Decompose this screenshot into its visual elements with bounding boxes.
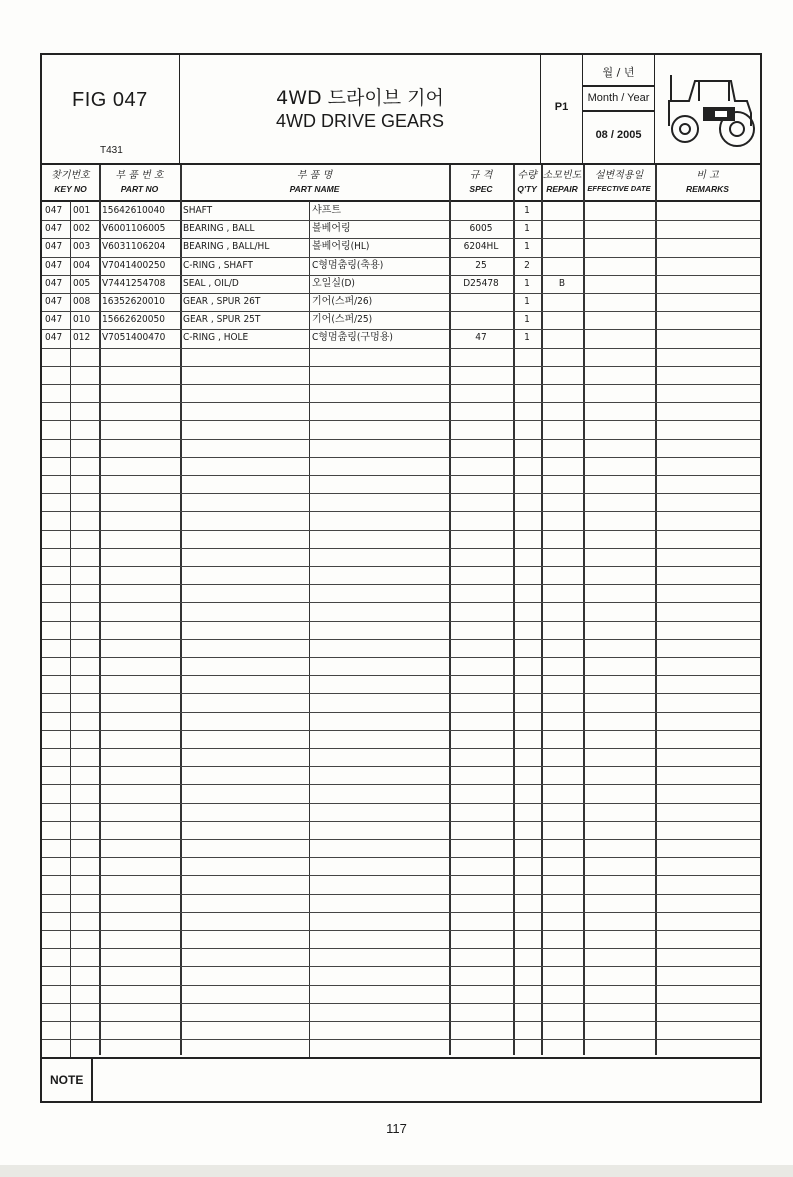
col-part-no-en: PART NO xyxy=(120,184,159,194)
page-code-box xyxy=(541,55,583,165)
cell-name-en: C-RING , HOLE xyxy=(183,332,249,344)
title-korean: 4WD 드라이브 기어 xyxy=(276,87,444,109)
note-label: NOTE xyxy=(50,1073,84,1087)
date-box xyxy=(583,55,655,165)
page-number: 117 xyxy=(386,1121,407,1136)
scan-edge xyxy=(0,1165,793,1177)
tractor-box xyxy=(655,55,762,165)
cell-spec xyxy=(449,204,513,218)
cell-spec: 47 xyxy=(475,332,487,344)
cell-part-no: 15642610040 xyxy=(102,205,165,216)
figure-box xyxy=(42,55,180,165)
cell-qty: 1 xyxy=(524,277,530,289)
cell-name-ko: 기어(스퍼/25) xyxy=(312,314,373,326)
cell-name-en: GEAR , SPUR 25T xyxy=(183,314,261,326)
cell-spec: 6204HL xyxy=(463,241,499,253)
col-spec-en: SPEC xyxy=(469,184,493,194)
cell-part-no: V7441254708 xyxy=(102,277,166,289)
figure-label: FIG 047 xyxy=(72,89,148,111)
col-qty-ko: 수량 xyxy=(517,170,537,181)
cell-qty: 1 xyxy=(524,205,530,216)
col-qty-en: Q'TY xyxy=(517,184,537,194)
cell-qty: 1 xyxy=(524,314,530,326)
cell-key: 004 xyxy=(73,259,91,271)
cell-repair xyxy=(541,313,583,327)
note-row xyxy=(42,1057,760,1103)
cell-name-en: C-RING , SHAFT xyxy=(183,259,253,271)
cell-repair xyxy=(541,331,583,345)
cell-repair xyxy=(541,204,583,218)
cell-name-en: SEAL , OIL/D xyxy=(183,277,239,289)
col-repair-en: REPAIR xyxy=(546,184,578,194)
title-english: 4WD DRIVE GEARS xyxy=(275,111,445,131)
cell-name-ko: 볼베어링 xyxy=(312,223,351,235)
cell-spec: 25 xyxy=(475,259,487,271)
cell-key: 003 xyxy=(73,241,91,253)
month-year-korean: 월 / 년 xyxy=(602,66,635,79)
col-spec-ko: 규 격 xyxy=(469,170,493,181)
cell-fig: 047 xyxy=(45,296,63,307)
cell-repair xyxy=(541,259,583,273)
issue-date: 08 / 2005 xyxy=(595,129,642,141)
cell-fig: 047 xyxy=(45,241,63,253)
col-remarks-ko: 비 고 xyxy=(696,170,719,181)
cell-part-no: V6001106005 xyxy=(102,223,166,235)
cell-fig: 047 xyxy=(45,277,63,289)
cell-spec xyxy=(449,313,513,327)
col-part-name-ko: 부 품 명 xyxy=(296,170,333,181)
col-remarks-en: REMARKS xyxy=(686,184,729,194)
cell-qty: 1 xyxy=(524,241,530,253)
cell-fig: 047 xyxy=(45,259,63,271)
cell-name-en: BEARING , BALL xyxy=(183,223,255,235)
col-key-no-ko: 찾기번호 xyxy=(51,170,90,181)
cell-name-ko: 샤프트 xyxy=(312,205,341,216)
cell-part-no: V6031106204 xyxy=(102,241,166,253)
cell-qty: 1 xyxy=(524,223,530,235)
col-effective-date-ko: 설변적용일 xyxy=(594,170,644,181)
cell-fig: 047 xyxy=(45,205,63,216)
col-part-no-ko: 부 품 번 호 xyxy=(115,170,164,181)
cell-name-ko: 오일실(D) xyxy=(312,277,355,289)
cell-key: 010 xyxy=(73,314,91,326)
cell-part-no: 16352620010 xyxy=(102,296,165,307)
model-code: T431 xyxy=(100,145,123,156)
cell-spec: D25478 xyxy=(463,277,499,289)
cell-name-en: GEAR , SPUR 26T xyxy=(183,296,261,307)
cell-key: 005 xyxy=(73,277,91,289)
col-key-no-en: KEY NO xyxy=(54,184,87,194)
parts-catalog-page xyxy=(40,53,762,1103)
cell-repair: B xyxy=(558,277,566,289)
cell-part-no: V7041400250 xyxy=(102,259,166,271)
cell-fig: 047 xyxy=(45,332,63,344)
cell-repair xyxy=(541,222,583,236)
cell-key: 001 xyxy=(73,205,91,216)
cell-spec: 6005 xyxy=(469,223,493,235)
month-year-english: Month / Year xyxy=(587,92,650,104)
cell-fig: 047 xyxy=(45,223,63,235)
table-header xyxy=(42,165,760,201)
cell-name-ko: C형멈춤링(구멍용) xyxy=(312,332,393,344)
cell-key: 008 xyxy=(73,296,91,307)
cell-repair xyxy=(541,240,583,254)
col-repair-ko: 소모빈도 xyxy=(542,170,582,181)
cell-qty: 1 xyxy=(524,332,530,344)
cell-qty: 1 xyxy=(524,296,530,307)
cell-part-no: V7051400470 xyxy=(102,332,166,344)
col-part-name-en: PART NAME xyxy=(289,184,340,194)
cell-name-ko: C형멈춤링(축용) xyxy=(312,259,384,271)
col-effective-date-en: EFFECTIVE DATE xyxy=(587,184,651,193)
cell-name-ko: 기어(스퍼/26) xyxy=(312,296,373,307)
cell-name-ko: 볼베어링(HL) xyxy=(312,241,370,253)
cell-qty: 2 xyxy=(524,259,530,271)
page-code: P1 xyxy=(554,101,569,113)
cell-fig: 047 xyxy=(45,314,63,326)
cell-part-no: 15662620050 xyxy=(102,314,165,326)
title-box xyxy=(180,55,541,165)
cell-name-en: SHAFT xyxy=(183,205,213,216)
cell-key: 002 xyxy=(73,223,91,235)
cell-spec xyxy=(449,295,513,309)
cell-key: 012 xyxy=(73,332,91,344)
cell-repair xyxy=(541,295,583,309)
cell-name-en: BEARING , BALL/HL xyxy=(183,241,270,253)
tractor-icon xyxy=(659,71,759,151)
